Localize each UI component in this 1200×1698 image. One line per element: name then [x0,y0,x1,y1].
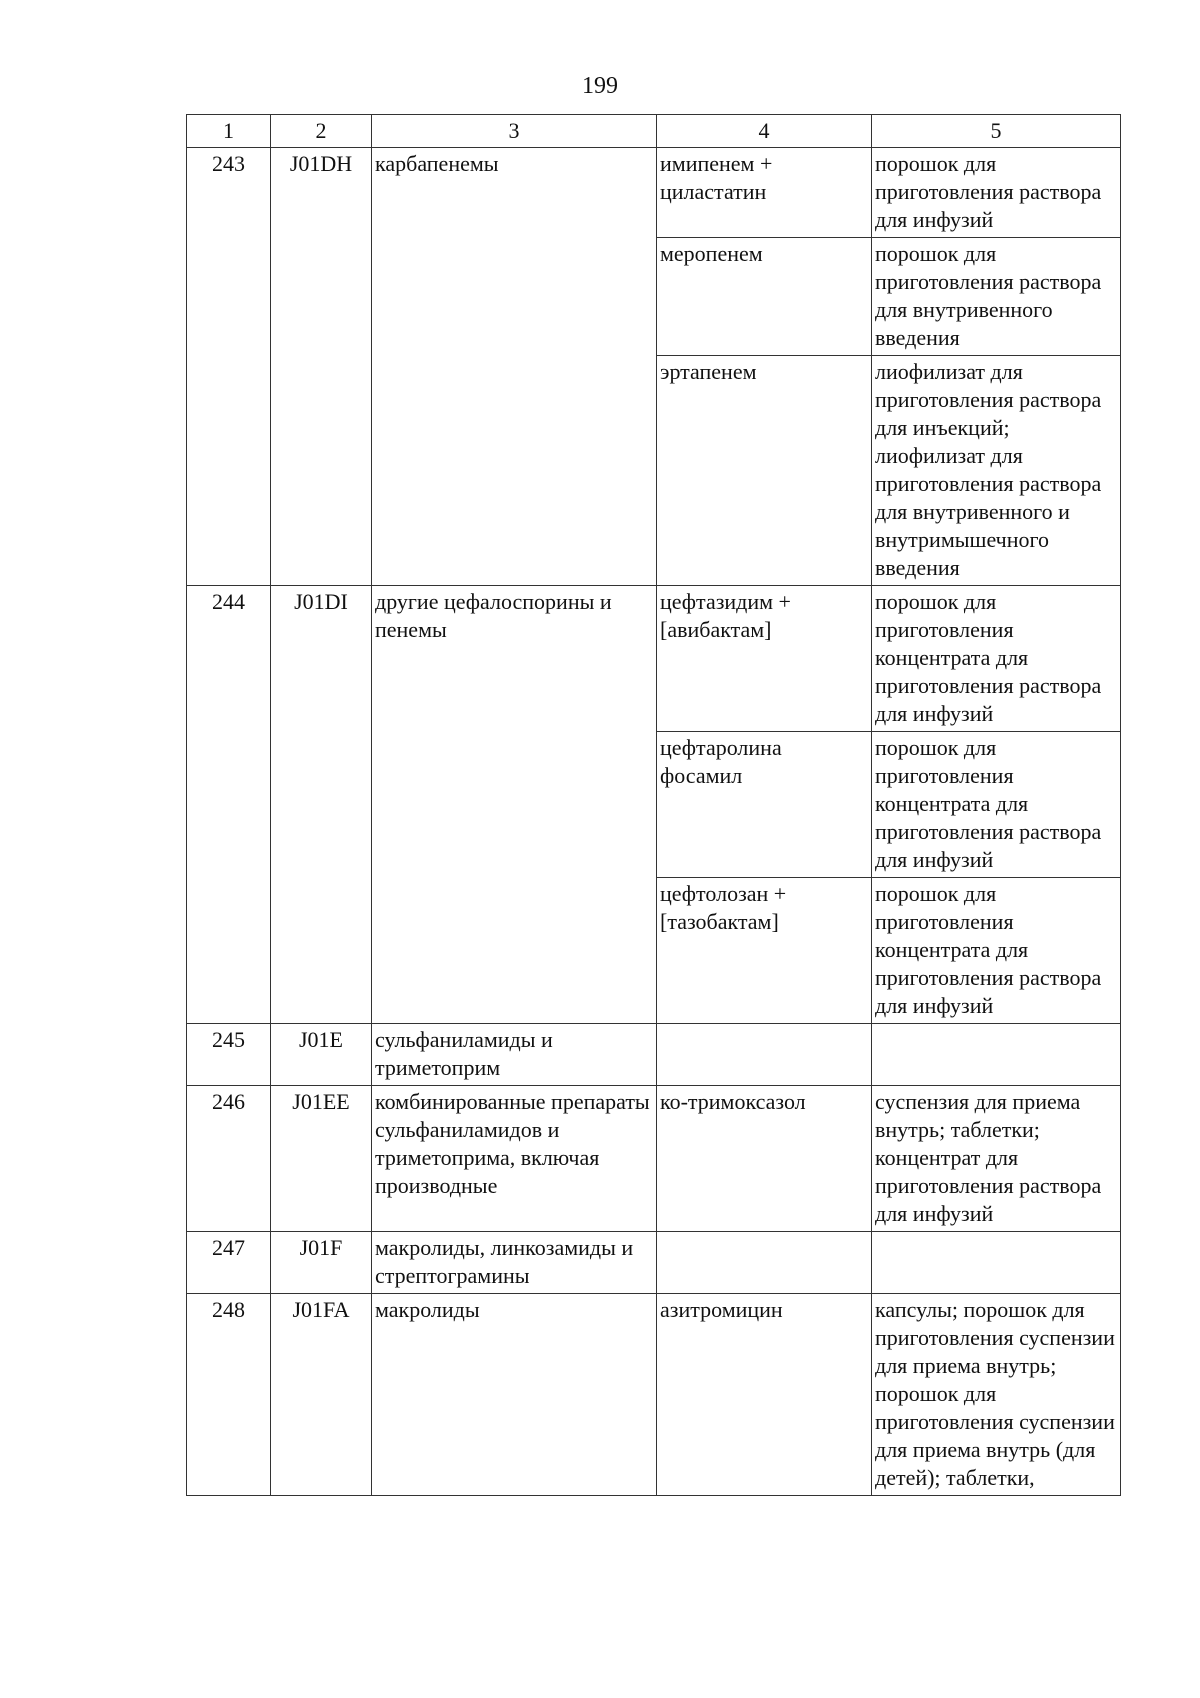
table-row [187,1086,1121,1232]
group-name: другие цефалоспорины и пенемы [372,586,657,1024]
atc-code: J01E [271,1024,372,1086]
dosage-form: порошок для приготовления концентрата для приготовления раствора для инфузий [872,732,1121,878]
table-row [187,1294,1121,1496]
drug-name: имипенем + циластатин [657,148,872,238]
header-col-2: 2 [271,115,372,148]
atc-code: J01F [271,1232,372,1294]
table-row [187,586,1121,732]
group-name: карбапенемы [372,148,657,586]
dosage-form: суспензия для приема внутрь; таблетки; концентрат для приготовления раствора для инфузий [872,1086,1121,1232]
drug-name: азитромицин [657,1294,872,1496]
header-col-4: 4 [657,115,872,148]
row-number: 248 [187,1294,271,1496]
drug-name: цефтаролина фосамил [657,732,872,878]
header-col-1: 1 [187,115,271,148]
header-row [187,115,1121,148]
drug-table [186,114,1121,1496]
row-number: 245 [187,1024,271,1086]
group-name: макролиды [372,1294,657,1496]
drug-name: цефтазидим + [авибактам] [657,586,872,732]
dosage-form: лиофилизат для приготовления раствора для инъекций; лиофилизат для приготовления раствора для внутривенного и внутримышечного введения [872,356,1121,586]
table-row [187,1024,1121,1086]
row-number: 246 [187,1086,271,1232]
group-name: сульфаниламиды и триметоприм [372,1024,657,1086]
header-col-5: 5 [872,115,1121,148]
table-header [187,115,1121,148]
atc-code: J01EE [271,1086,372,1232]
table-row [187,148,1121,238]
table-row [187,1232,1121,1294]
dosage-form [872,1232,1121,1294]
drug-name: цефтолозан + [тазобактам] [657,878,872,1024]
drug-name: эртапенем [657,356,872,586]
dosage-form: порошок для приготовления раствора для внутривенного введения [872,238,1121,356]
dosage-form: порошок для приготовления концентрата для приготовления раствора для инфузий [872,878,1121,1024]
atc-code: J01FA [271,1294,372,1496]
atc-code: J01DH [271,148,372,586]
page-number: 199 [582,73,618,99]
header-col-3: 3 [372,115,657,148]
dosage-form: порошок для приготовления концентрата для приготовления раствора для инфузий [872,586,1121,732]
dosage-form: капсулы; порошок для приготовления суспензии для приема внутрь; порошок для приготовления суспензии для приема внутрь (для детей); таблетки, [872,1294,1121,1496]
drug-name [657,1232,872,1294]
drug-name [657,1024,872,1086]
dosage-form [872,1024,1121,1086]
row-number: 247 [187,1232,271,1294]
drug-name: ко-тримоксазол [657,1086,872,1232]
row-number: 244 [187,586,271,1024]
dosage-form: порошок для приготовления раствора для инфузий [872,148,1121,238]
table-body [187,148,1121,1496]
drug-name: меропенем [657,238,872,356]
group-name: комбинированные препараты сульфаниламидов и триметоприма, включая производные [372,1086,657,1232]
row-number: 243 [187,148,271,586]
group-name: макролиды, линкозамиды и стрептограмины [372,1232,657,1294]
atc-code: J01DI [271,586,372,1024]
